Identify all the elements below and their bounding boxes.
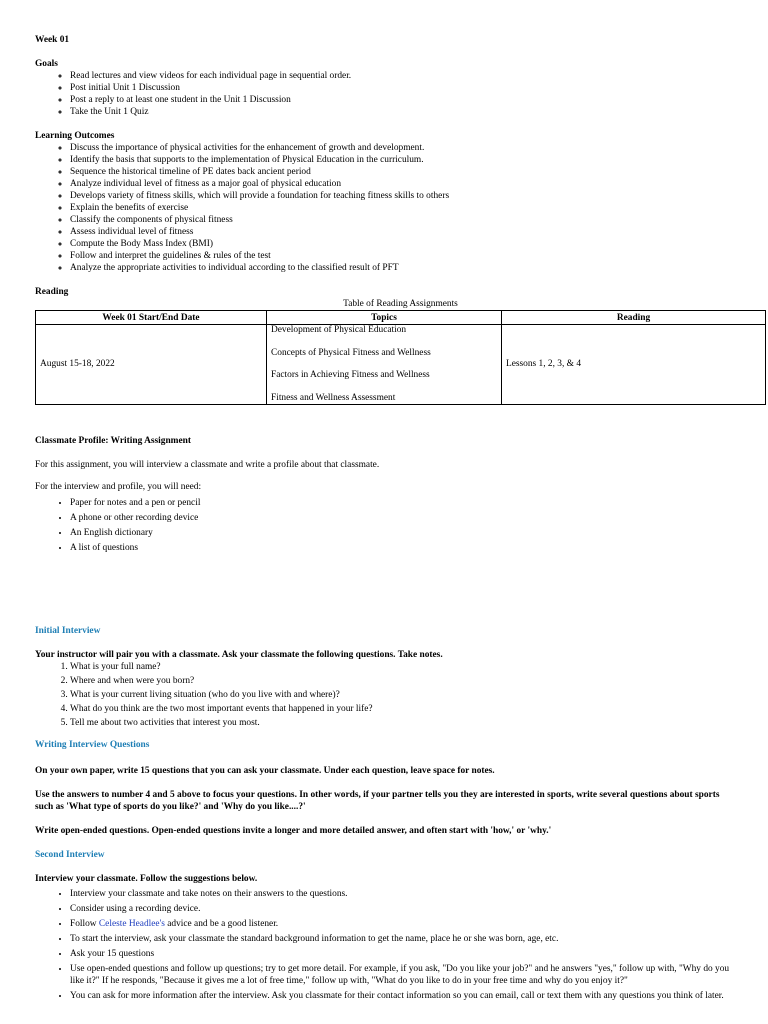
list-item: 3. What is your current living situation (who do you live with and where)? bbox=[70, 689, 733, 701]
list-item: 4. What do you think are the two most important events that happened in your life? bbox=[70, 703, 733, 715]
list-item: ◦ Explain the benefits of exercise bbox=[70, 202, 733, 214]
list-item: ◦ Sequence the historical timeline of PE dates back ancient period bbox=[70, 166, 733, 178]
list-item: ◦ Follow and interpret the guidelines & rules of the test bbox=[70, 250, 733, 262]
list-item: ◦ Identify the basis that supports to the implementation of Physical Education in the curriculum. bbox=[70, 154, 733, 166]
reading-cell: Lessons 1, 2, 3, & 4 bbox=[502, 325, 766, 405]
reading-heading: Reading bbox=[35, 287, 69, 297]
outcomes-list bbox=[35, 142, 733, 274]
list-item: ◦ Post a reply to at least one student in the Unit 1 Discussion bbox=[70, 94, 733, 106]
document-page bbox=[35, 34, 733, 1005]
list-item: ◦ Read lectures and view videos for each individual page in sequential order. bbox=[70, 70, 733, 82]
supplies-list bbox=[35, 497, 733, 554]
list-item: • A list of questions bbox=[70, 542, 733, 554]
writing-paragraph-2: Use the answers to number 4 and 5 above to focus your questions. In other words, if your partner tells you they are interested in sports, write several questions about sports such as 'What type of sports do you like?' and 'Why do you like....?' bbox=[35, 789, 720, 812]
profile-intro: For this assignment, you will interview a classmate and write a profile about that classmate. bbox=[35, 459, 380, 470]
initial-interview-heading: Initial Interview bbox=[35, 625, 101, 636]
list-item: • Consider using a recording device. bbox=[70, 903, 733, 915]
writing-paragraph-3: Write open-ended questions. Open-ended questions invite a longer and more detailed answer, and often start with 'how,' or 'why.' bbox=[35, 825, 552, 836]
column-header: Week 01 Start/End Date bbox=[36, 311, 267, 325]
topic: Concepts of Physical Fitness and Wellness bbox=[271, 347, 431, 358]
goals-list bbox=[35, 70, 733, 118]
second-interview-list bbox=[35, 888, 733, 1002]
list-item: ◦ Compute the Body Mass Index (BMI) bbox=[70, 238, 733, 250]
list-item: ◦ Classify the components of physical fitness bbox=[70, 214, 733, 226]
initial-instruction: Your instructor will pair you with a classmate. Ask your classmate the following questions. Take notes. bbox=[35, 649, 443, 660]
writing-questions-heading: Writing Interview Questions bbox=[35, 739, 150, 750]
list-item: ◦ Take the Unit 1 Quiz bbox=[70, 106, 733, 118]
list-item: • A phone or other recording device bbox=[70, 512, 733, 524]
list-item: • Ask your 15 questions bbox=[70, 948, 733, 960]
profile-need: For the interview and profile, you will need: bbox=[35, 481, 202, 492]
list-item: ◦ Develops variety of fitness skills, which will provide a foundation for teaching fitness skills to others bbox=[70, 190, 733, 202]
week-title: Week 01 bbox=[35, 35, 70, 45]
list-item: • Paper for notes and a pen or pencil bbox=[70, 497, 733, 509]
list-item: ◦ Analyze individual level of fitness as a major goal of physical education bbox=[70, 178, 733, 190]
celeste-headlee-link[interactable]: Celeste Headlee's bbox=[98, 918, 165, 929]
reading-table bbox=[35, 310, 766, 405]
column-header: Topics bbox=[267, 311, 502, 325]
list-item: • Interview your classmate and take notes on their answers to the questions. bbox=[70, 888, 733, 900]
writing-paragraph-1: On your own paper, write 15 questions that you can ask your classmate. Under each question, leave space for notes. bbox=[35, 765, 495, 776]
advice-text: advice and be a good listener. bbox=[164, 918, 279, 929]
outcomes-heading: Learning Outcomes bbox=[35, 131, 115, 141]
list-item bbox=[70, 918, 733, 930]
list-item: • To start the interview, ask your classmate the standard background information to get the name, place he or she was born, age, etc. bbox=[70, 933, 733, 945]
list-item: ◦ Post initial Unit 1 Discussion bbox=[70, 82, 733, 94]
list-item: 5. Tell me about two activities that interest you most. bbox=[70, 717, 733, 729]
topic: Fitness and Wellness Assessment bbox=[271, 392, 396, 403]
list-item: • An English dictionary bbox=[70, 527, 733, 539]
profile-heading: Classmate Profile: Writing Assignment bbox=[35, 435, 191, 446]
list-item: 1. What is your full name? bbox=[70, 661, 733, 673]
second-instruction: Interview your classmate. Follow the suggestions below. bbox=[35, 873, 258, 884]
table-header-row bbox=[36, 311, 766, 325]
list-item: • Use open-ended questions and follow up questions; try to get more detail. For example, if you ask, "Do you like your job?" and he answers "yes," follow up with, "Why do you like it?" If he responds, "Because it gives me a lot of free time," follow up with, "What do you like to do in your free time and why do you enjoy it?" bbox=[70, 963, 733, 987]
second-interview-heading: Second Interview bbox=[35, 849, 105, 860]
list-item: ◦ Analyze the appropriate activities to individual according to the classified result of PFT bbox=[70, 262, 733, 274]
list-item: 2. Where and when were you born? bbox=[70, 675, 733, 687]
list-item: • You can ask for more information after the interview. Ask you classmate for their contact information so you can email, call or text them with any questions you think of later. bbox=[70, 990, 733, 1002]
topic: Development of Physical Education bbox=[271, 325, 407, 335]
date-cell: August 15-18, 2022 bbox=[36, 325, 267, 405]
follow-text: Follow bbox=[70, 918, 99, 929]
list-item: ◦ Discuss the importance of physical activities for the enhancement of growth and development. bbox=[70, 142, 733, 154]
list-item: ◦ Assess individual level of fitness bbox=[70, 226, 733, 238]
goals-heading: Goals bbox=[35, 59, 58, 69]
table-caption: Table of Reading Assignments bbox=[343, 299, 458, 309]
table-row bbox=[36, 325, 766, 405]
topics-cell bbox=[267, 325, 502, 405]
initial-questions-list bbox=[35, 661, 733, 729]
topic: Factors in Achieving Fitness and Wellness bbox=[271, 370, 430, 380]
column-header: Reading bbox=[502, 311, 766, 325]
